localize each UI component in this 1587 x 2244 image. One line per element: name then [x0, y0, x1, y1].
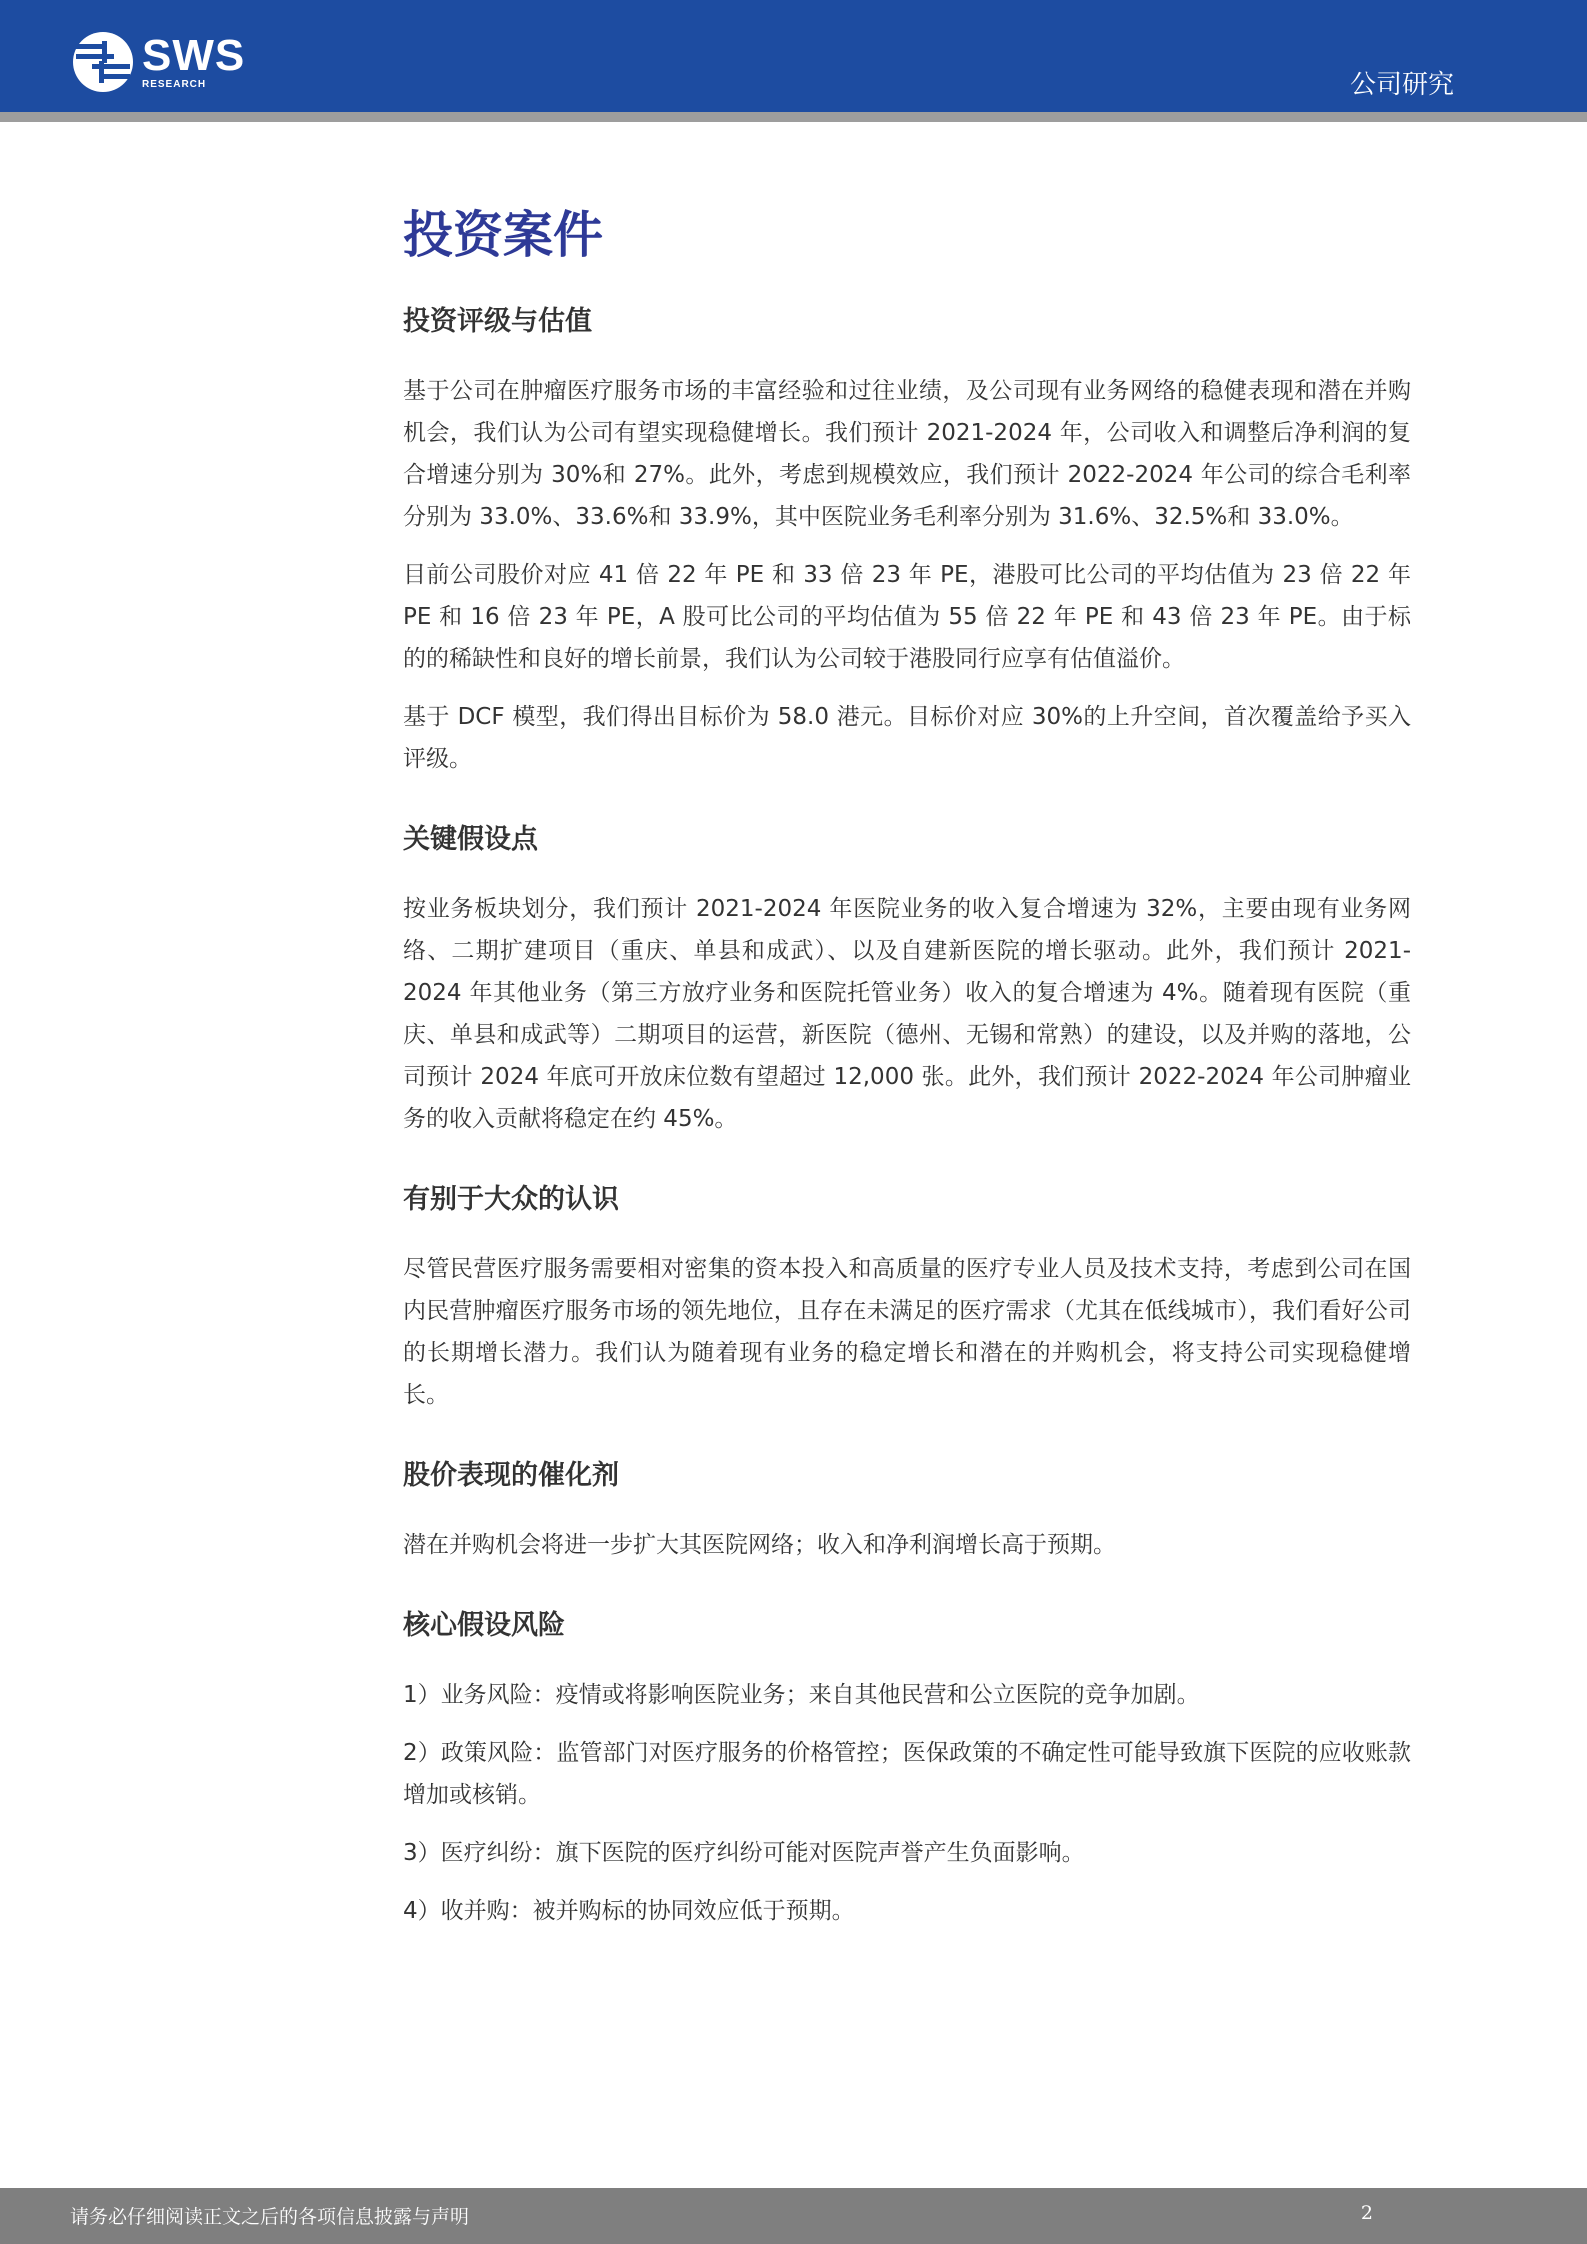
paragraph: 尽管民营医疗服务需要相对密集的资本投入和高质量的医疗专业人员及技术支持，考虑到公司在国内民营肿瘤医疗服务市场的领先地位，且存在未满足的医疗需求（尤其在低线城市），我们看好公司的长期增长潜力。我们认为随着现有业务的稳定增长和潜在的并购机会，将支持公司实现稳健增长。	[403, 1256, 1411, 1408]
section-heading: 核心假设风险	[403, 1610, 565, 1641]
section-risks	[403, 1606, 1411, 1932]
paragraph: 基于公司在肿瘤医疗服务市场的丰富经验和过往业绩，及公司现有业务网络的稳健表现和潜在并购机会，我们认为公司有望实现稳健增长。我们预计 2021-2024 年，公司收入和调整后净利润的复合增速分别为 30%和 27%。此外，考虑到规模效应，我们预计 2022-2024 年公司的综合毛利率分别为 33.0%、33.6%和 33.9%，其中医院业务毛利率分别为 31.6%、32.5%和 33.0%。	[403, 378, 1411, 530]
paragraph: 按业务板块划分，我们预计 2021-2024 年医院业务的收入复合增速为 32%，主要由现有业务网络、二期扩建项目（重庆、单县和成武）、以及自建新医院的增长驱动。此外，我们预计 2021-2024 年其他业务（第三方放疗业务和医院托管业务）收入的复合增速为 4%。随着现有医院（重庆、单县和成武等）二期项目的运营，新医院（德州、无锡和常熟）的建设，以及并购的落地，公司预计 2024 年底可开放床位数有望超过 12,000 张。此外，我们预计 2022-2024 年公司肿瘤业务的收入贡献将稳定在约 45%。	[403, 896, 1411, 1132]
sws-logo	[72, 30, 245, 94]
logo-name: SWS	[142, 31, 246, 80]
risk-item: 3）医疗纠纷：旗下医院的医疗纠纷可能对医院声誉产生负面影响。	[403, 1840, 1085, 1866]
paragraph: 目前公司股价对应 41 倍 22 年 PE 和 33 倍 23 年 PE，港股可比公司的平均估值为 23 倍 22 年 PE 和 16 倍 23 年 PE，A 股可比公司的平均估值为 55 倍 22 年 PE 和 43 倍 23 年 PE。由于标的的稀缺性和良好的增长前景，我们认为公司较于港股同行应享有估值溢价。	[403, 562, 1411, 672]
logo-subtitle: RESEARCH	[142, 79, 207, 90]
main-content	[403, 200, 1411, 1948]
paragraph: 基于 DCF 模型，我们得出目标价为 58.0 港元。目标价对应 30%的上升空间，首次覆盖给予买入评级。	[403, 704, 1411, 772]
paragraph: 潜在并购机会将进一步扩大其医院网络；收入和净利润增长高于预期。	[403, 1532, 1116, 1558]
risk-item: 2）政策风险：监管部门对医疗服务的价格管控；医保政策的不确定性可能导致旗下医院的应收账款增加或核销。	[403, 1740, 1411, 1808]
section-heading: 关键假设点	[403, 824, 538, 855]
section-key-assumptions	[403, 820, 1411, 1140]
risk-item: 4）收并购：被并购标的协同效应低于预期。	[403, 1898, 855, 1924]
section-catalysts	[403, 1456, 1411, 1566]
page-footer	[0, 2188, 1587, 2244]
section-heading: 有别于大众的认识	[403, 1184, 619, 1215]
disclaimer-text: 请务必仔细阅读正文之后的各项信息披露与声明	[70, 2206, 470, 2228]
risk-item: 1）业务风险：疫情或将影响医院业务；来自其他民营和公立医院的竞争加剧。	[403, 1682, 1200, 1708]
section-heading: 投资评级与估值	[403, 306, 592, 337]
header-divider	[0, 112, 1587, 122]
page-number: 2	[1360, 2202, 1373, 2224]
report-category: 公司研究	[1349, 70, 1454, 100]
page-header	[0, 0, 1587, 112]
page-title: 投资案件	[403, 206, 603, 264]
section-heading: 股价表现的催化剂	[403, 1460, 619, 1491]
section-differentiated-view	[403, 1180, 1411, 1416]
section-valuation	[403, 302, 1411, 780]
sws-logo-icon	[72, 31, 134, 93]
